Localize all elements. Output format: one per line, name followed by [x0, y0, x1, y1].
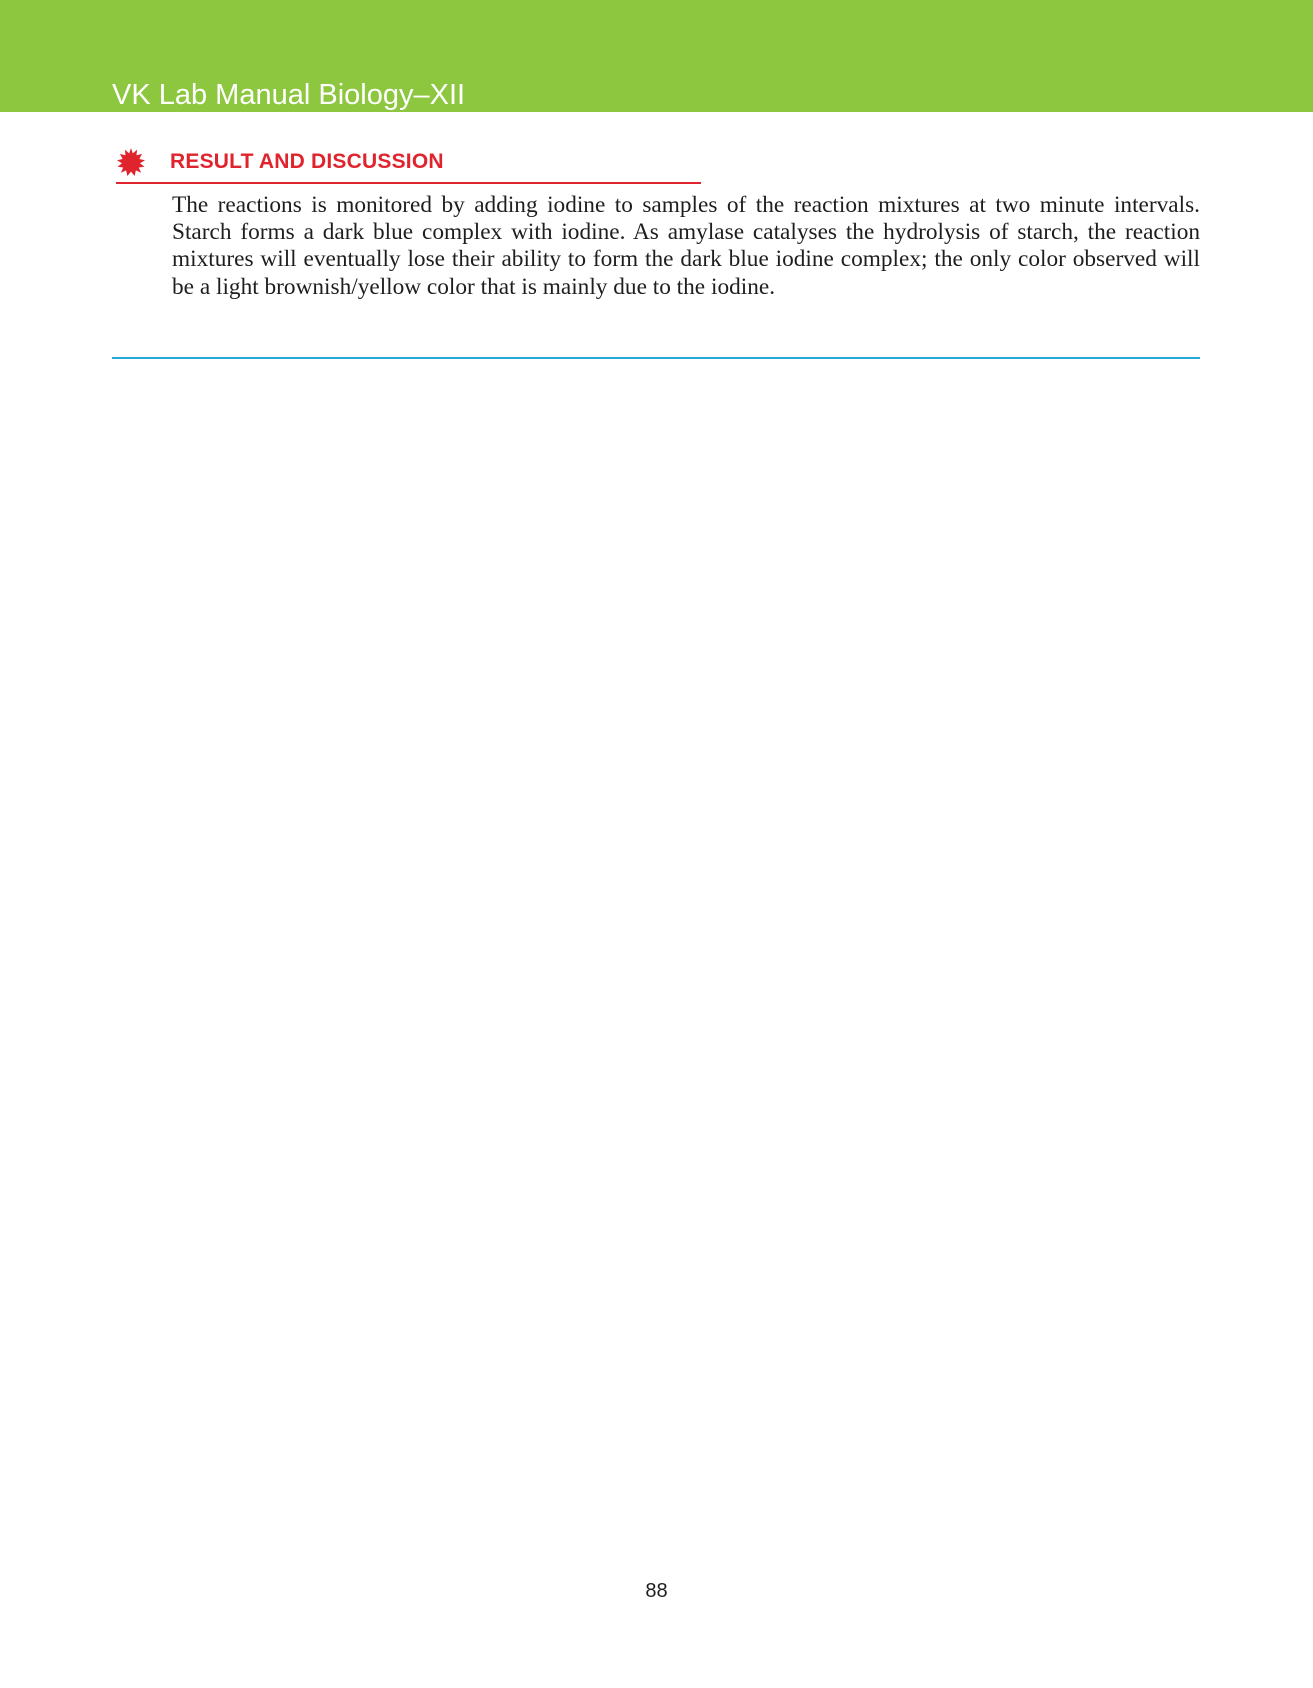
section-heading	[116, 146, 701, 184]
section-divider	[112, 357, 1200, 359]
page-number: 88	[645, 1580, 668, 1602]
starburst-icon	[116, 147, 146, 177]
section-heading-text: RESULT AND DISCUSSION	[170, 150, 444, 173]
header-band	[0, 0, 1313, 112]
header-title: VK Lab Manual Biology–XII	[112, 79, 466, 111]
result-discussion-paragraph: The reactions is monitored by adding iodine to samples of the reaction mixtures at two minute intervals. Starch forms a dark blue complex with iodine. As amylase catalyses the hydrolysis of starch, the reaction mixtures will eventually lose their ability to form the dark blue iodine complex; the only color observed will be a light brownish/yellow color that is mainly due to the iodine.	[172, 192, 1200, 300]
